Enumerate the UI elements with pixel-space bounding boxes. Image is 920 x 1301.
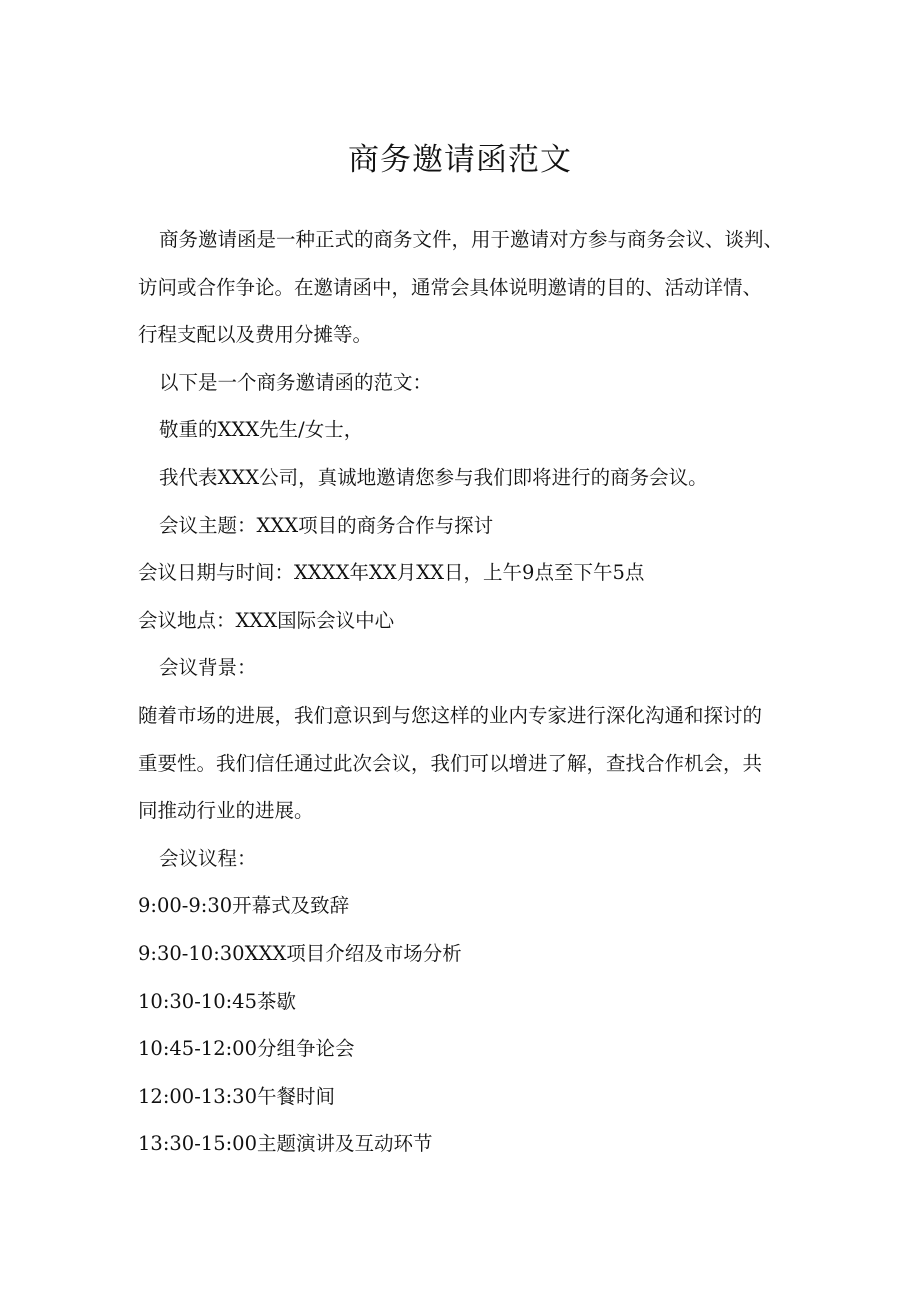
text-line: 行程支配以及费用分摊等。	[138, 323, 373, 347]
page-title: 商务邀请函范文	[348, 142, 572, 178]
text-line: 我代表XXX公司，真诚地邀请您参与我们即将进行的商务会议。	[159, 465, 708, 489]
text-line: 重要性。我们信任通过此次会议，我们可以增进了解，查找合作机会，共	[138, 751, 763, 775]
text-line: 会议主题：XXX项目的商务合作与探讨	[159, 513, 494, 537]
text-line: 随着市场的进展，我们意识到与您这样的业内专家进行深化沟通和探讨的	[138, 703, 763, 727]
text-line: 10:30-10:45茶歇	[138, 989, 296, 1013]
text-line: 9:00-9:30开幕式及致辞	[138, 894, 350, 918]
text-line: 商务邀请函是一种正式的商务文件，用于邀请对方参与商务会议、谈判、	[159, 228, 784, 251]
text-line: 敬重的XXX先生/女士，	[159, 418, 364, 442]
text-line: 会议背景：	[159, 656, 257, 680]
text-line: 以下是一个商务邀请函的范文：	[159, 370, 433, 394]
text-line: 13:30-15:00主题演讲及互动环节	[138, 1132, 433, 1156]
text-line: 9:30-10:30XXX项目介绍及市场分析	[138, 941, 462, 965]
text-line: 10:45-12:00分组争论会	[138, 1037, 355, 1061]
text-line: 访问或合作争论。在邀请函中，通常会具体说明邀请的目的、活动详情、	[138, 275, 763, 299]
text-line: 会议日期与时间：XXXX年XX月XX日，上午9点至下午5点	[138, 561, 645, 585]
text-line: 同推动行业的进展。	[138, 799, 314, 823]
text-line: 会议地点：XXX国际会议中心	[138, 608, 395, 632]
text-line: 会议议程：	[159, 846, 257, 870]
text-line: 12:00-13:30午餐时间	[138, 1084, 335, 1108]
document-body	[138, 216, 798, 1168]
